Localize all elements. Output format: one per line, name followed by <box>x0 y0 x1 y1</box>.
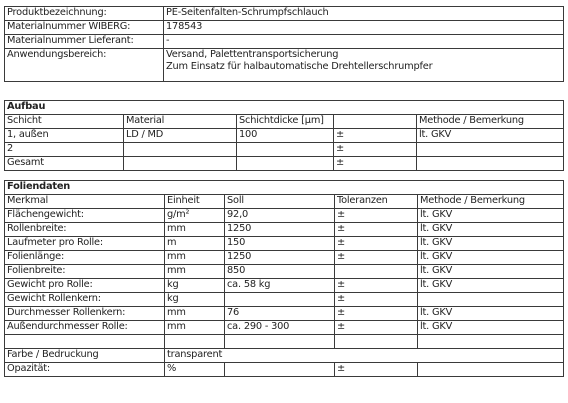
foliendaten-table <box>4 180 564 377</box>
info-value: PE-Seitenfalten-Schrumpfschlauch <box>164 7 564 21</box>
table-cell: ± <box>335 223 418 237</box>
info-row <box>5 49 564 82</box>
table-cell: ca. 58 kg <box>225 279 335 293</box>
folien-header-row <box>5 195 564 209</box>
table-cell: 1, außen <box>5 129 124 143</box>
table-cell: lt. GKV <box>418 321 564 335</box>
table-cell <box>237 143 334 157</box>
table-cell: ± <box>335 307 418 321</box>
table-row <box>5 209 564 223</box>
info-value: - <box>164 35 564 49</box>
table-row <box>5 307 564 321</box>
table-cell: lt. GKV <box>418 279 564 293</box>
aufbau-table <box>4 100 564 171</box>
table-cell <box>418 335 564 349</box>
table-cell: Rollenbreite: <box>5 223 165 237</box>
table-cell: Gesamt <box>5 157 124 171</box>
farbe-value: transparent <box>165 349 564 363</box>
table-cell: lt. GKV <box>418 307 564 321</box>
table-cell <box>225 363 335 377</box>
empty-row <box>5 335 564 349</box>
table-cell: 1250 <box>225 223 335 237</box>
table-cell: ± <box>335 293 418 307</box>
column-header: Material <box>124 115 237 129</box>
table-cell: ± <box>335 279 418 293</box>
table-cell <box>335 265 418 279</box>
column-header <box>334 115 417 129</box>
aufbau-title: Aufbau <box>5 101 564 115</box>
table-cell: Laufmeter pro Rolle: <box>5 237 165 251</box>
table-cell <box>417 143 564 157</box>
table-row <box>5 237 564 251</box>
table-cell <box>225 335 335 349</box>
table-cell: kg <box>165 293 225 307</box>
opazitaet-row <box>5 363 564 377</box>
info-value-line: Versand, Palettentransportsicherung <box>166 49 339 60</box>
table-cell: ± <box>335 251 418 265</box>
table-row <box>5 143 564 157</box>
table-cell: lt. GKV <box>417 129 564 143</box>
table-cell: mm <box>165 223 225 237</box>
table-cell: 150 <box>225 237 335 251</box>
column-header: Schicht <box>5 115 124 129</box>
table-cell: ± <box>335 321 418 335</box>
table-cell: ± <box>335 209 418 223</box>
table-cell <box>124 143 237 157</box>
table-row <box>5 251 564 265</box>
table-cell: 850 <box>225 265 335 279</box>
aufbau-title-row <box>5 101 564 115</box>
table-cell: mm <box>165 265 225 279</box>
column-header: Methode / Bemerkung <box>417 115 564 129</box>
opazitaet-unit: % <box>165 363 225 377</box>
table-cell: ± <box>334 129 417 143</box>
table-row <box>5 293 564 307</box>
info-label: Produktbezeichnung: <box>5 7 164 21</box>
column-header: Methode / Bemerkung <box>418 195 564 209</box>
table-cell: Flächengewicht: <box>5 209 165 223</box>
table-cell: g/m² <box>165 209 225 223</box>
aufbau-header-row <box>5 115 564 129</box>
table-cell: 100 <box>237 129 334 143</box>
table-cell <box>165 335 225 349</box>
column-header: Toleranzen <box>335 195 418 209</box>
table-cell: ± <box>334 157 417 171</box>
table-cell: Außendurchmesser Rolle: <box>5 321 165 335</box>
table-cell <box>124 157 237 171</box>
table-cell: m <box>165 237 225 251</box>
table-cell: 1250 <box>225 251 335 265</box>
info-value-multiline <box>164 49 564 82</box>
table-row <box>5 223 564 237</box>
table-cell: 2 <box>5 143 124 157</box>
column-header: Einheit <box>165 195 225 209</box>
table-cell: lt. GKV <box>418 251 564 265</box>
farbe-row <box>5 349 564 363</box>
info-value: 178543 <box>164 21 564 35</box>
table-cell: lt. GKV <box>418 223 564 237</box>
table-cell: 92,0 <box>225 209 335 223</box>
table-cell: lt. GKV <box>418 209 564 223</box>
table-cell <box>417 157 564 171</box>
table-row <box>5 265 564 279</box>
farbe-label: Farbe / Bedruckung <box>5 349 165 363</box>
table-cell: lt. GKV <box>418 265 564 279</box>
table-cell: Durchmesser Rollenkern: <box>5 307 165 321</box>
info-value-line: Zum Einsatz für halbautomatische Drehtellerschrumpfer <box>166 61 433 72</box>
folien-title: Foliendaten <box>5 181 564 195</box>
table-cell: mm <box>165 251 225 265</box>
folien-title-row <box>5 181 564 195</box>
table-row <box>5 157 564 171</box>
table-cell: lt. GKV <box>418 237 564 251</box>
table-cell <box>418 363 564 377</box>
opazitaet-label: Opazität: <box>5 363 165 377</box>
table-cell <box>418 293 564 307</box>
table-cell: Gewicht pro Rolle: <box>5 279 165 293</box>
info-row <box>5 35 564 49</box>
table-cell <box>5 335 165 349</box>
info-label: Materialnummer WIBERG: <box>5 21 164 35</box>
info-row <box>5 7 564 21</box>
info-row <box>5 21 564 35</box>
info-label: Anwendungsbereich: <box>5 49 164 82</box>
table-cell: ca. 290 - 300 <box>225 321 335 335</box>
table-row <box>5 321 564 335</box>
column-header: Schichtdicke [µm] <box>237 115 334 129</box>
info-label: Materialnummer Lieferant: <box>5 35 164 49</box>
table-cell: ± <box>334 143 417 157</box>
table-row <box>5 279 564 293</box>
opazitaet-tolerance: ± <box>335 363 418 377</box>
table-cell: LD / MD <box>124 129 237 143</box>
column-header: Merkmal <box>5 195 165 209</box>
table-cell: kg <box>165 279 225 293</box>
table-cell: Folienlänge: <box>5 251 165 265</box>
table-cell: Gewicht Rollenkern: <box>5 293 165 307</box>
table-cell: mm <box>165 307 225 321</box>
table-cell: 76 <box>225 307 335 321</box>
column-header: Soll <box>225 195 335 209</box>
table-cell <box>225 293 335 307</box>
product-info-table <box>4 6 564 82</box>
table-cell <box>335 335 418 349</box>
table-cell <box>237 157 334 171</box>
table-cell: ± <box>335 237 418 251</box>
table-row <box>5 129 564 143</box>
table-cell: Folienbreite: <box>5 265 165 279</box>
table-cell: mm <box>165 321 225 335</box>
